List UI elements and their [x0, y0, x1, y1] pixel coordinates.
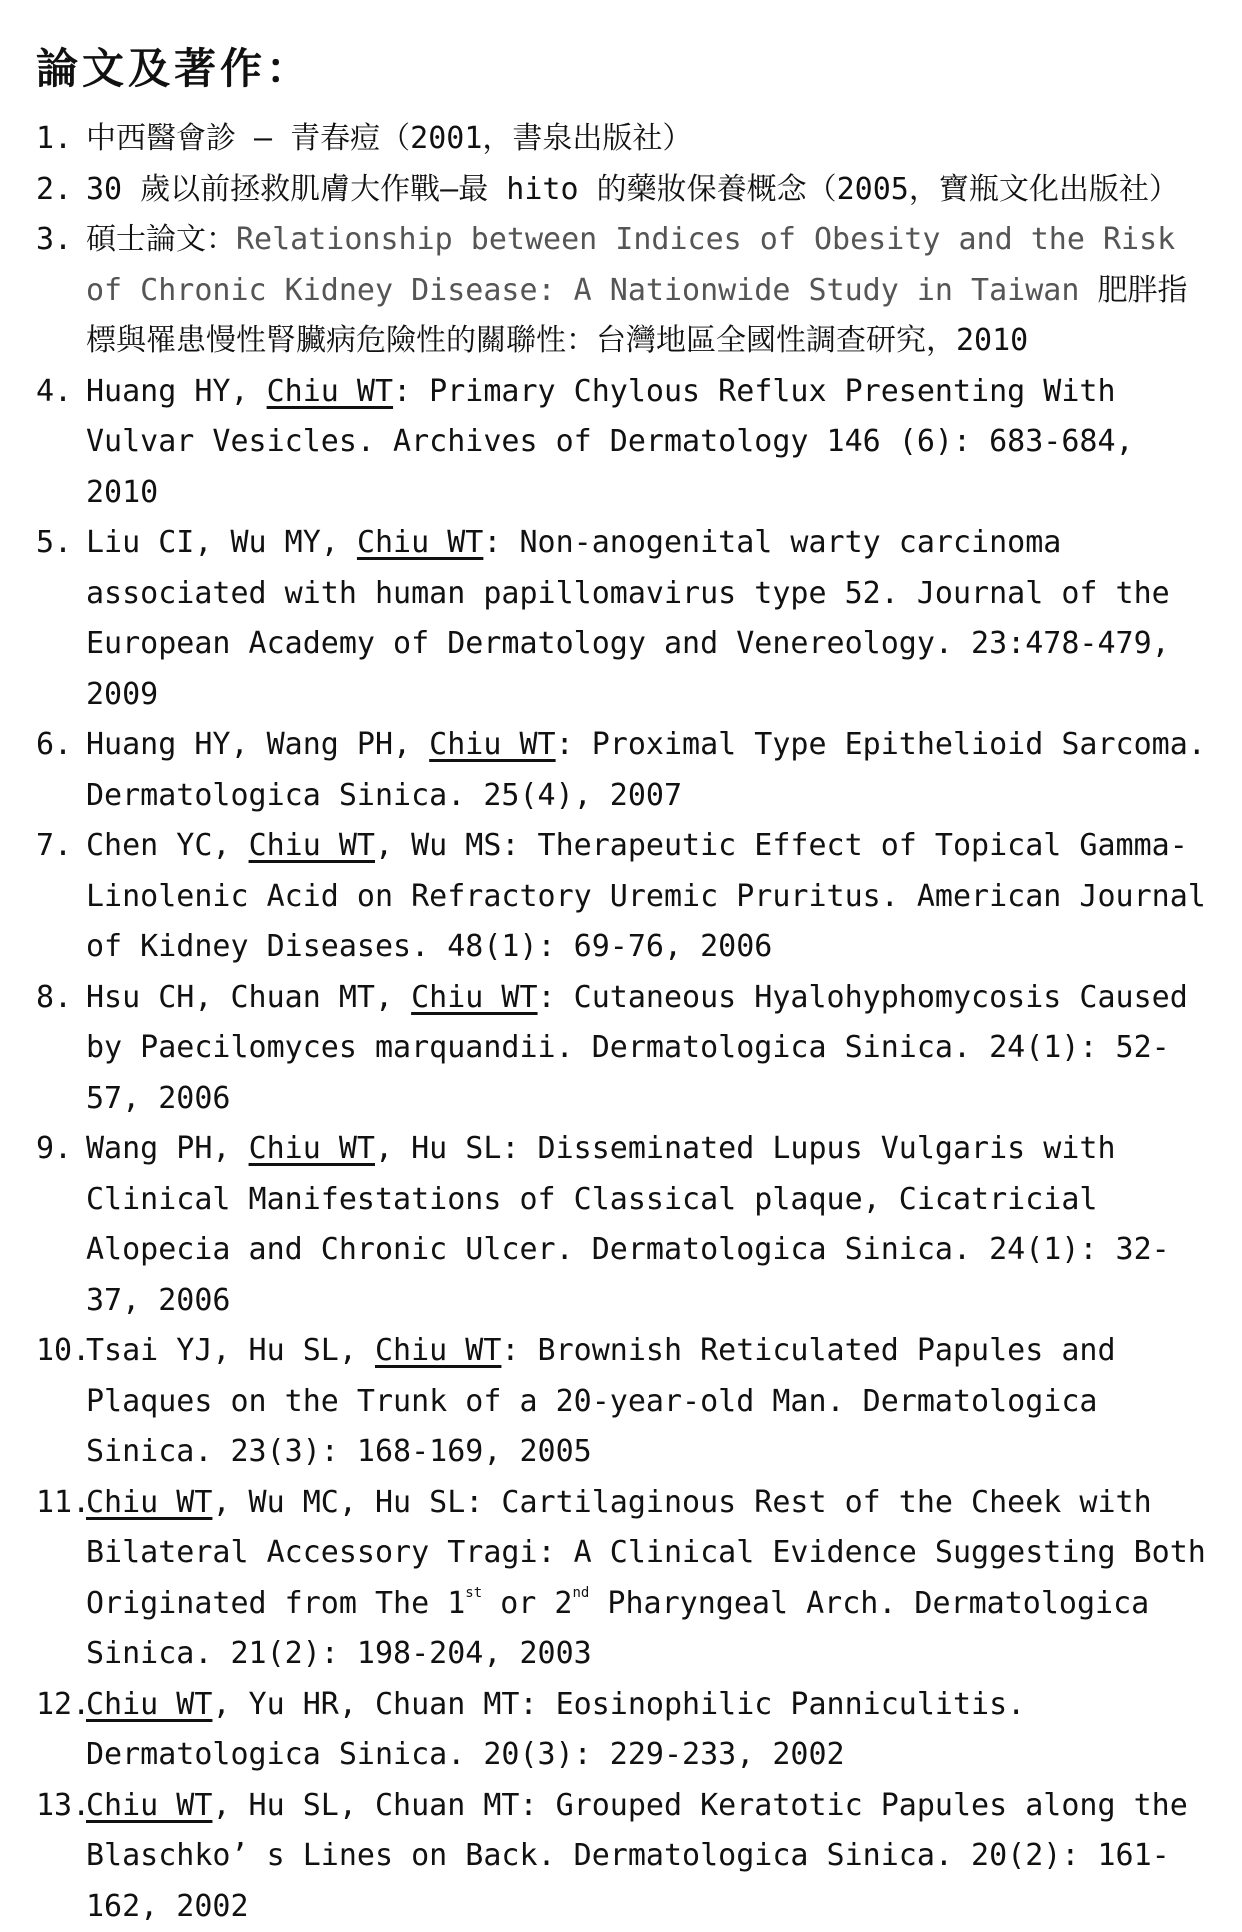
item-text [86, 1485, 1206, 1672]
item-number: 1. [36, 114, 72, 165]
author-highlight: Chiu WT [267, 374, 393, 409]
text-segment: Huang HY, Wang PH, [86, 727, 429, 762]
author-highlight: Chiu WT [86, 1788, 212, 1823]
text-segment: 肥胖指標與罹患慢性腎臟病危險性的關聯性：台灣地區全國性調查研究，2010 [86, 273, 1187, 359]
publication-item [36, 518, 1206, 720]
text-segment: Wang PH, [86, 1131, 249, 1166]
item-number: 13. [36, 1781, 90, 1832]
item-text [86, 1333, 1116, 1469]
item-number: 9. [36, 1124, 72, 1175]
publication-item [36, 821, 1206, 973]
text-segment: Pharyngeal Arch. Dermatologica Sinica. 21(2): 198-204, 2003 [86, 1586, 1149, 1672]
publication-item [36, 215, 1206, 367]
item-number: 8. [36, 973, 72, 1024]
item-number: 2. [36, 165, 72, 216]
item-text [86, 121, 692, 156]
text-segment: or 2 [482, 1586, 572, 1621]
author-highlight: Chiu WT [249, 1131, 375, 1166]
item-number: 11. [36, 1478, 90, 1529]
item-text [86, 525, 1170, 712]
text-segment: : Non-anogenital warty carcinoma associated with human papillomavirus type 52. Journal of the European Academy of Dermatology and Venereology. 23:478-479, 2009 [86, 525, 1170, 712]
item-text [86, 1131, 1170, 1318]
item-text [86, 172, 1179, 207]
publication-item [36, 1124, 1206, 1326]
text-segment: : Primary Chylous Reflux Presenting With Vulvar Vesicles. Archives of Dermatology 146 (6): 683-684, 2010 [86, 374, 1134, 510]
text-segment: , Hu SL: Disseminated Lupus Vulgaris with Clinical Manifestations of Classical plaque, Cicatricial Alopecia and Chronic Ulcer. Dermatologica Sinica. 24(1): 32-37, 2006 [86, 1131, 1170, 1318]
item-number: 12. [36, 1680, 90, 1731]
author-highlight: Chiu WT [249, 828, 375, 863]
text-segment: Tsai YJ, Hu SL, [86, 1333, 375, 1368]
text-segment: , Wu MC, Hu SL: Cartilaginous Rest of the Cheek with Bilateral Accessory Tragi: A Clinical Evidence Suggesting Both Originated from The 1 [86, 1485, 1206, 1621]
ordinal-suffix: st [465, 1585, 482, 1601]
item-text [86, 828, 1206, 964]
item-number: 4. [36, 367, 72, 418]
text-segment: : Proximal Type Epithelioid Sarcoma. Dermatologica Sinica. 25(4), 2007 [86, 727, 1206, 813]
text-segment: , Hu SL, Chuan MT: Grouped Keratotic Papules along the Blaschko’ s Lines on Back. Dermatologica Sinica. 20(2): 161-162, 2002 [86, 1788, 1188, 1924]
item-text [86, 980, 1188, 1116]
author-highlight: Chiu WT [86, 1687, 212, 1722]
publication-item [36, 165, 1206, 216]
item-text [86, 374, 1134, 510]
ordinal-suffix: nd [572, 1585, 589, 1601]
thesis-title: Relationship between Indices of Obesity and the Risk of Chronic Kidney Disease: A Nationwide Study in Taiwan [86, 222, 1175, 308]
author-highlight: Chiu WT [86, 1485, 212, 1520]
item-number: 10. [36, 1326, 90, 1377]
text-segment: , Yu HR, Chuan MT: Eosinophilic Panniculitis. Dermatologica Sinica. 20(3): 229-233, 2002 [86, 1687, 1025, 1773]
text-segment: Liu CI, Wu MY, [86, 525, 357, 560]
item-number: 3. [36, 215, 72, 266]
text-segment: Huang HY, [86, 374, 267, 409]
text-segment: : Brownish Reticulated Papules and Plaques on the Trunk of a 20-year-old Man. Dermatologica Sinica. 23(3): 168-169, 2005 [86, 1333, 1116, 1469]
item-number: 7. [36, 821, 72, 872]
page-title: 論文及著作： [36, 36, 312, 96]
publication-item [36, 114, 1206, 165]
item-text [86, 1788, 1188, 1924]
author-highlight: Chiu WT [375, 1333, 501, 1368]
author-highlight: Chiu WT [357, 525, 483, 560]
publication-item [36, 1478, 1206, 1680]
text-segment: Chen YC, [86, 828, 249, 863]
item-text [86, 222, 1187, 358]
item-number: 5. [36, 518, 72, 569]
publication-item [36, 973, 1206, 1125]
publication-item [36, 720, 1206, 821]
text-segment: 30 歲以前拯救肌膚大作戰–最 hito 的藥妝保養概念（2005，寶瓶文化出版社） [86, 172, 1179, 207]
publication-item [36, 367, 1206, 519]
item-number: 6. [36, 720, 72, 771]
publication-list [36, 114, 1206, 1932]
item-text [86, 1687, 1025, 1773]
text-segment: 中西醫會診 – 青春痘（2001，書泉出版社） [86, 121, 692, 156]
publication-item [36, 1326, 1206, 1478]
text-segment: Hsu CH, Chuan MT, [86, 980, 411, 1015]
text-segment: : Cutaneous Hyalohyphomycosis Caused by Paecilomyces marquandii. Dermatologica Sinica. 24(1): 52-57, 2006 [86, 980, 1188, 1116]
text-segment: , Wu MS: Therapeutic Effect of Topical Gamma-Linolenic Acid on Refractory Uremic Pruritus. American Journal of Kidney Diseases. 48(1): 69-76, 2006 [86, 828, 1206, 964]
text-segment: 碩士論文： [86, 222, 236, 257]
item-text [86, 727, 1206, 813]
author-highlight: Chiu WT [429, 727, 555, 762]
publication-item [36, 1781, 1206, 1932]
author-highlight: Chiu WT [411, 980, 537, 1015]
publication-item [36, 1680, 1206, 1781]
